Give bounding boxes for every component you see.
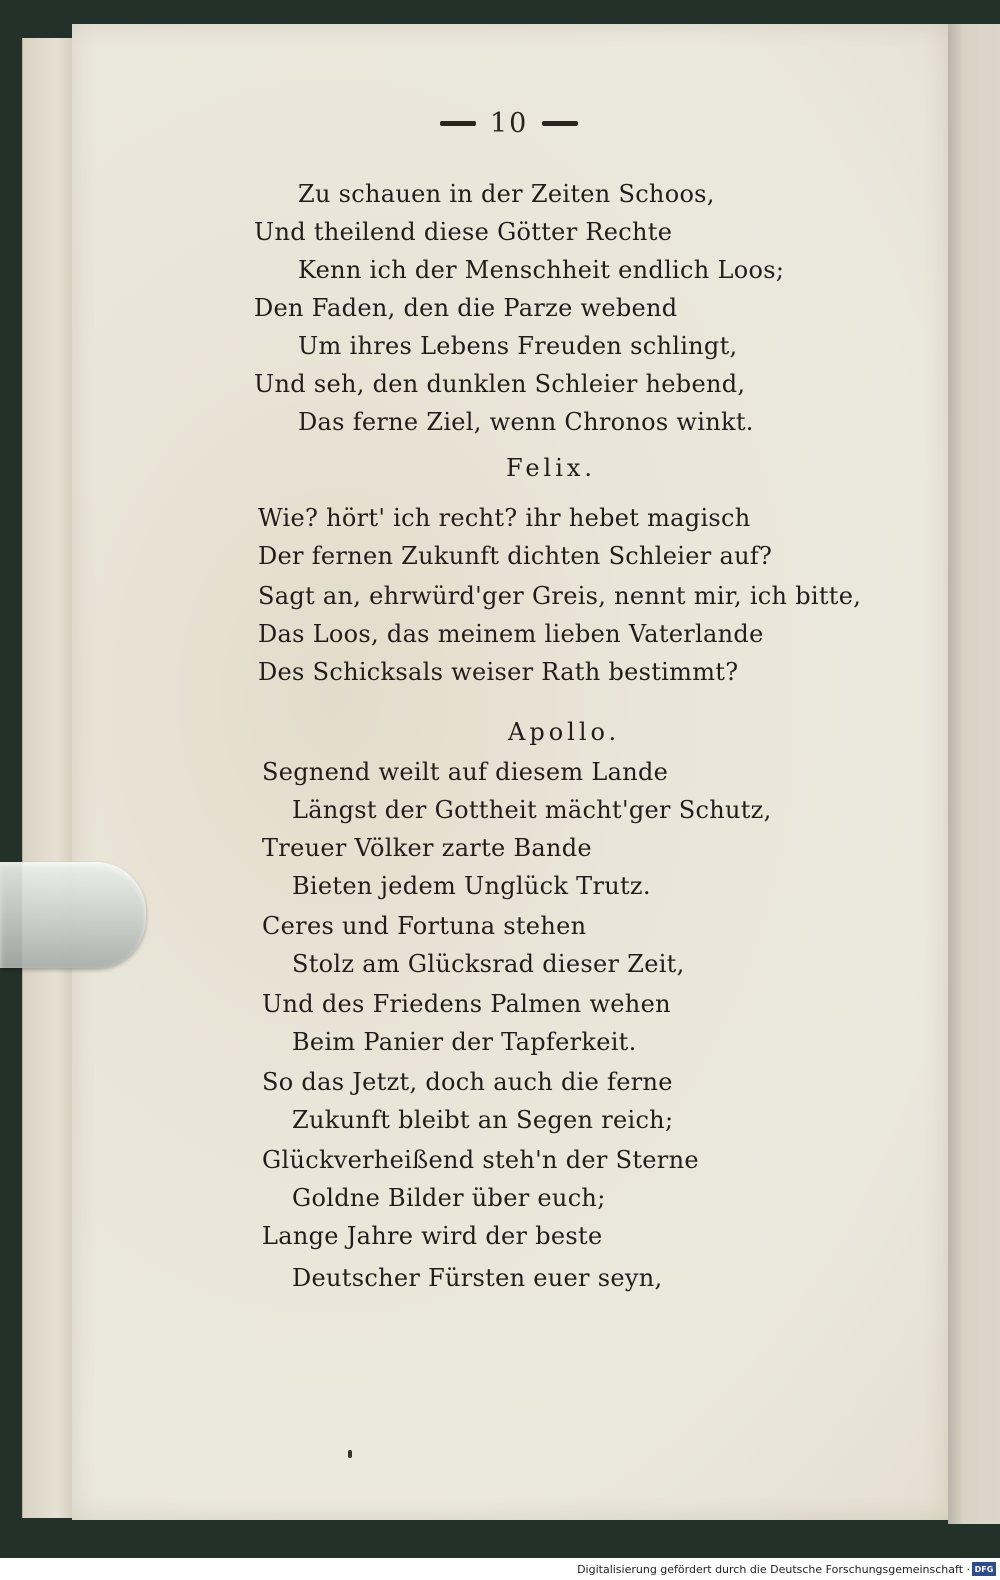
digitization-footer bbox=[0, 1558, 1000, 1580]
verse-line: Längst der Gottheit mächt'ger Schutz, bbox=[292, 796, 772, 824]
verse-line: Das ferne Ziel, wenn Chronos winkt. bbox=[298, 408, 754, 436]
speaker-name: Apollo. bbox=[508, 718, 621, 746]
verse-line: Zukunft bleibt an Segen reich; bbox=[292, 1106, 674, 1134]
verse-line: Glückverheißend steh'n der Sterne bbox=[262, 1146, 699, 1174]
facing-page-edge bbox=[948, 24, 1000, 1524]
page-number-text: 10 bbox=[490, 108, 529, 139]
verse-line: Lange Jahre wird der beste bbox=[262, 1222, 603, 1250]
ink-mark bbox=[348, 1450, 352, 1458]
verse-line: Goldne Bilder über euch; bbox=[292, 1184, 606, 1212]
verse-line: Den Faden, den die Parze webend bbox=[254, 294, 678, 322]
verse-line: Stolz am Glücksrad dieser Zeit, bbox=[292, 950, 685, 978]
verse-line: Der fernen Zukunft dichten Schleier auf? bbox=[258, 542, 773, 570]
verse-line: Zu schauen in der Zeiten Schoos, bbox=[298, 180, 715, 208]
verse-line: Sagt an, ehrwürd'ger Greis, nennt mir, ich bitte, bbox=[258, 582, 862, 610]
verse-line: Des Schicksals weiser Rath bestimmt? bbox=[258, 658, 739, 686]
verse-line: Und des Friedens Palmen wehen bbox=[262, 990, 671, 1018]
footer-text: Digitalisierung gefördert durch die Deutsche Forschungsgemeinschaft · bbox=[577, 1562, 970, 1576]
verse-line: So das Jetzt, doch auch die ferne bbox=[262, 1068, 673, 1096]
verse-line: Treuer Völker zarte Bande bbox=[262, 834, 592, 862]
verse-line: Deutscher Fürsten euer seyn, bbox=[292, 1264, 663, 1292]
verse-line: Und seh, den dunklen Schleier hebend, bbox=[254, 370, 746, 398]
dfg-logo-icon: DFG bbox=[972, 1562, 996, 1576]
verse-line: Kenn ich der Menschheit endlich Loos; bbox=[298, 256, 785, 284]
verse-line: Bieten jedem Unglück Trutz. bbox=[292, 872, 651, 900]
verse-line: Das Loos, das meinem lieben Vaterlande bbox=[258, 620, 764, 648]
speaker-name: Felix. bbox=[506, 454, 597, 482]
verse-line: Wie? hört' ich recht? ihr hebet magisch bbox=[258, 504, 751, 532]
page-turn-handle[interactable] bbox=[0, 862, 146, 968]
verse-line: Ceres und Fortuna stehen bbox=[262, 912, 587, 940]
verse-line: Und theilend diese Götter Rechte bbox=[254, 218, 673, 246]
verse-line: Um ihres Lebens Freuden schlingt, bbox=[298, 332, 738, 360]
verse-line: Beim Panier der Tapferkeit. bbox=[292, 1028, 637, 1056]
verse-line: Segnend weilt auf diesem Lande bbox=[262, 758, 669, 786]
